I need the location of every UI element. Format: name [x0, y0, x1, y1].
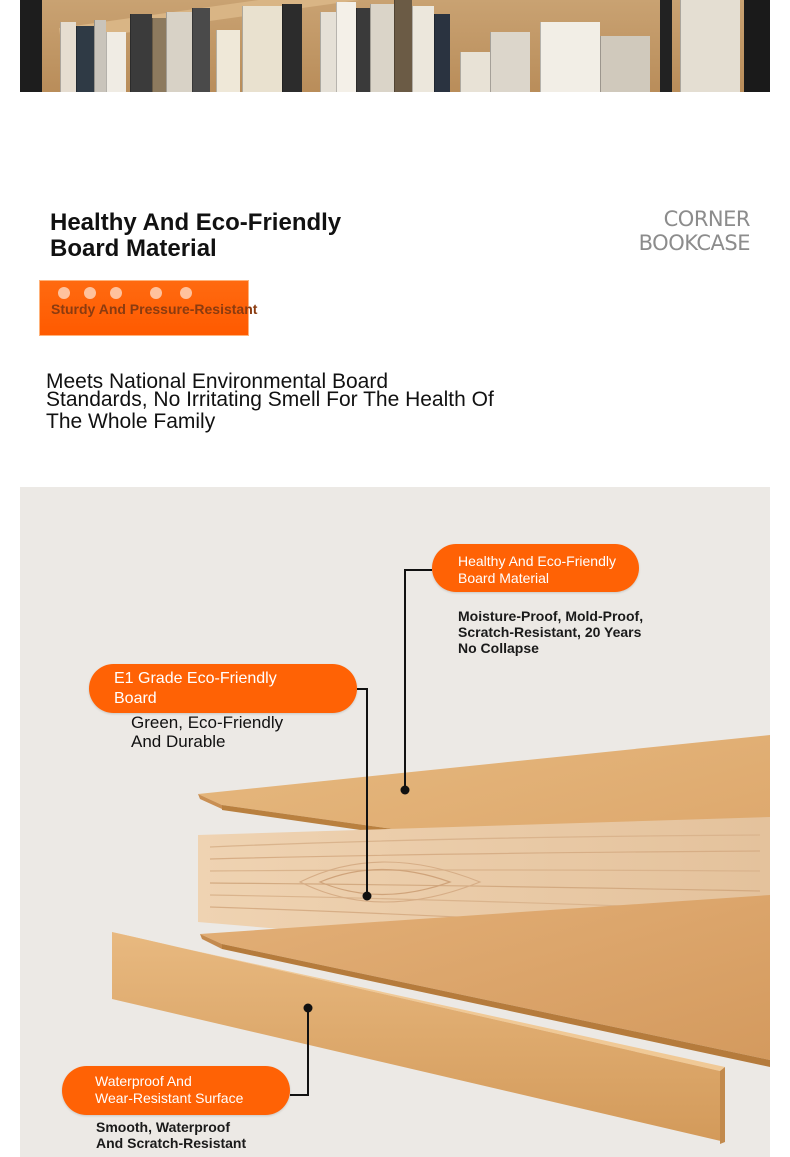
- note-line-1: Moisture-Proof, Mold-Proof,: [458, 608, 644, 624]
- description-line-3: The Whole Family: [46, 410, 216, 433]
- book-spine: [242, 6, 282, 92]
- flame-decoration: [58, 287, 70, 299]
- product-brand-label: [639, 207, 750, 255]
- book-spine: [60, 22, 76, 92]
- flame-decoration: [110, 287, 122, 299]
- callout-title-line-2: Board Material: [458, 570, 550, 586]
- flame-decoration: [84, 287, 96, 299]
- callout-note-e1-board: [131, 713, 283, 751]
- shelf-frame-post: [20, 0, 42, 92]
- note-line-2: And Scratch-Resistant: [96, 1135, 247, 1151]
- callout-title-line-2: Board: [114, 690, 157, 707]
- book-spine: [394, 0, 412, 92]
- callout-board-material: [432, 544, 639, 592]
- book-spine: [320, 12, 336, 92]
- callout-title-line-1: Waterproof And: [95, 1073, 192, 1089]
- board-layers-illustration: [20, 487, 770, 1157]
- book-spine: [336, 2, 356, 92]
- book-spine: [94, 20, 106, 92]
- brand-line-1: CORNER: [663, 207, 750, 231]
- flame-decoration: [150, 287, 162, 299]
- book-spine: [166, 12, 192, 92]
- book-spine: [600, 36, 650, 92]
- book-spine: [130, 14, 152, 92]
- headline-line-1: Healthy And Eco-Friendly: [50, 209, 342, 236]
- book-spine: [106, 32, 126, 92]
- feature-tag-label: Sturdy And Pressure-Resistant: [51, 301, 258, 317]
- description-line-1: Meets National Environmental Board: [46, 370, 389, 393]
- book-spine: [460, 52, 490, 92]
- callout-surface: [62, 1066, 290, 1115]
- callout-note-board-material: [458, 608, 643, 656]
- note-line-2: And Durable: [131, 732, 226, 751]
- shelf-frame-post: [660, 0, 672, 92]
- board-layers-panel: [20, 487, 770, 1157]
- leader-dot: [363, 892, 372, 901]
- headline-line-2: Board Material: [50, 235, 217, 262]
- book-spine: [356, 8, 370, 92]
- callout-note-surface: [96, 1119, 246, 1151]
- book-spine: [434, 14, 450, 92]
- callout-e1-board: [89, 664, 357, 713]
- book-spine: [680, 0, 740, 92]
- leader-dot: [304, 1004, 313, 1013]
- feature-headline: [50, 210, 350, 262]
- book-spine: [412, 6, 434, 92]
- book-spine: [152, 18, 166, 92]
- note-line-3: No Collapse: [458, 640, 539, 656]
- callout-title-line-2: Wear-Resistant Surface: [95, 1090, 244, 1106]
- flame-decoration: [180, 287, 192, 299]
- book-spine: [490, 32, 530, 92]
- brand-line-2: BOOKCASE: [638, 231, 750, 255]
- book-spine: [370, 4, 394, 92]
- feature-description: [46, 371, 526, 433]
- book-spine: [216, 30, 240, 92]
- bookshelf-photo: [20, 0, 770, 92]
- book-spine: [282, 4, 302, 92]
- leader-dot: [401, 786, 410, 795]
- callout-title-line-1: Healthy And Eco-Friendly: [458, 553, 616, 569]
- feature-tag: [39, 280, 258, 336]
- callout-title-line-1: E1 Grade Eco-Friendly: [114, 670, 277, 687]
- note-line-2: Scratch-Resistant, 20 Years: [458, 624, 642, 640]
- description-line-2: Standards, No Irritating Smell For The Health Of: [46, 388, 494, 411]
- note-line-1: Smooth, Waterproof: [96, 1119, 231, 1135]
- shelf-frame-post: [744, 0, 770, 92]
- book-spine: [76, 26, 94, 92]
- book-spine: [540, 22, 600, 92]
- book-spine: [192, 8, 210, 92]
- note-line-1: Green, Eco-Friendly: [131, 713, 284, 732]
